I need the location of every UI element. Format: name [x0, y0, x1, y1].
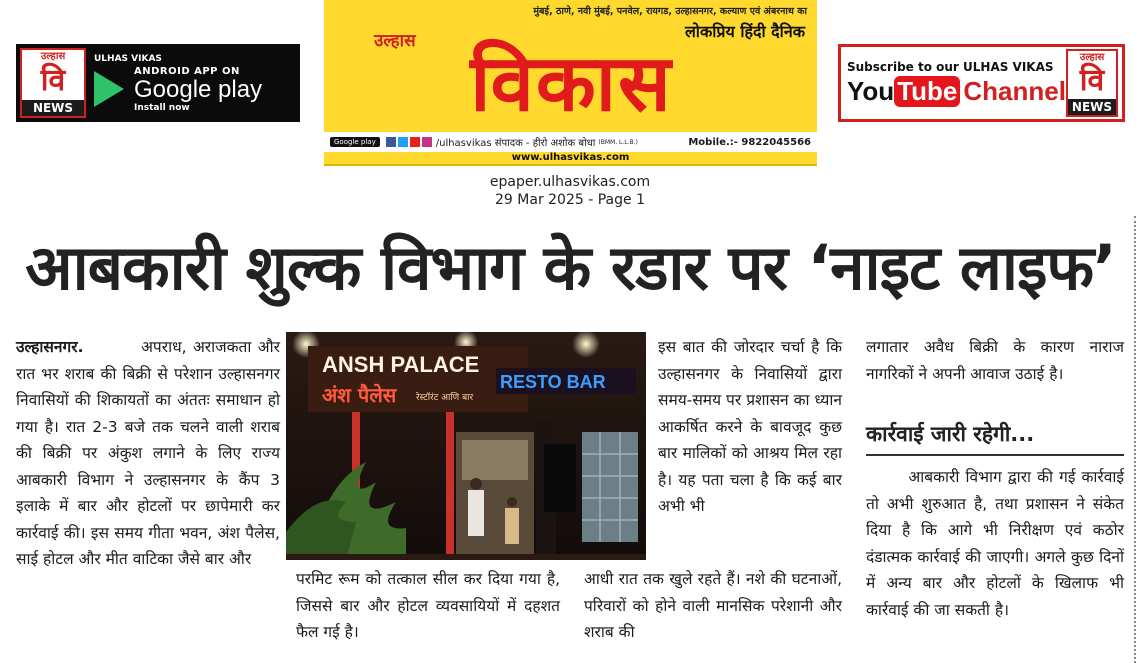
masthead-info-strip	[324, 132, 817, 152]
menu-board	[544, 444, 576, 512]
article-column-1-text: अपराध, अराजकता और रात भर शराब की बिक्री से परेशान उल्हासनगर निवासियों की शिकायतों का अंततः समाधान हो गया है। रात 2-3 बजे तक चलने वाली शराब की बिक्री पर अंकुश लगाने के लिए राज्य आबकारी विभाग ने उल्हासनगर के कैंप 3 इलाके में बार और होटलों पर छापेमारी कर कार्रवाई की। इस समय गीता भवन, अंश पैलेस, साई होटल और मीत वाटिका जैसे बार और	[16, 338, 281, 568]
article-subheading: कार्रवाई जारी रहेगी...	[866, 420, 1124, 456]
google-play-badge[interactable]	[94, 54, 262, 113]
ulhas-vikas-news-logo-right	[1066, 49, 1118, 117]
editor-degree: (BMM, L.L.B.)	[598, 138, 638, 146]
masthead-small-title: उल्हास	[374, 31, 416, 51]
masthead-website[interactable]: www.ulhasvikas.com	[511, 152, 630, 163]
mobile-number: Mobile.:- 9822045566	[688, 136, 811, 148]
android-available-label: ANDROID APP ON	[134, 65, 240, 77]
glass-block-wall	[582, 432, 638, 542]
masthead-tagline: लोकप्रिय हिंदी दैनिक	[684, 22, 805, 41]
article-column-5	[866, 464, 1124, 623]
twitter-icon[interactable]	[398, 137, 408, 147]
banner-brand: ULHAS VIKAS	[94, 53, 162, 64]
epaper-meta	[380, 173, 760, 209]
article-column-1	[16, 334, 280, 573]
article-dateline: उल्हासनगर.	[16, 338, 84, 356]
epaper-date-page: 29 Mar 2025 - Page 1	[495, 192, 645, 208]
logo-big-text: वि	[1079, 63, 1105, 98]
article-column-3: आधी रात तक खुले रहते हैं। नशे की घटनाओं, परिवारों को होने वाली मानसिक परेशानी और शराब की	[584, 570, 842, 641]
article-column-3-top: इस बात की जोरदार चर्चा है कि उल्हासनगर के निवासियों द्वारा समय-समय पर प्रशासन का ध्यान आकर्षित करने के बावजूद कुछ बार मालिकों को आश्रय मिल रहा है। यह पता चला है कि कई बार अभी भी	[658, 338, 842, 515]
sign-hindi: अंश पैलेस	[322, 383, 397, 407]
article-column-5-text: आबकारी विभाग द्वारा की गई कार्रवाई तो अभी शुरुआत है, तथा प्रशासन ने संकेत दिया है कि आगे भी निरीक्षण एवं कठोर दंडात्मक कार्रवाई की जाएगी। अगले कुछ दिनों में अन्य बार और होटलों के खिलाफ भी कार्रवाई की जा सकती है।	[866, 468, 1124, 619]
sign-english: ANSH PALACE	[322, 352, 480, 377]
logo-small-text: उल्हास	[40, 51, 66, 62]
logo-small-text: उल्हास	[1079, 52, 1105, 63]
epaper-site[interactable]: epaper.ulhasvikas.com	[489, 174, 651, 190]
masthead-cities: मुंबई, ठाणे, नवी मुंबई, पनवेल, रायगड, उल्हासनगर, कल्याण एवं अंबरनाथ का	[533, 6, 807, 17]
facebook-icon[interactable]	[386, 137, 396, 147]
youtube-icon[interactable]	[410, 137, 420, 147]
ansh-palace-photo	[286, 332, 646, 560]
instagram-icon[interactable]	[422, 137, 432, 147]
youtube-tube-text: Tube	[894, 76, 960, 107]
floor	[286, 554, 646, 560]
logo-news-text: NEWS	[22, 100, 84, 116]
logo-big-text: वि	[40, 63, 66, 98]
doorway-interior	[462, 440, 528, 480]
youtube-you-text: You	[847, 75, 895, 106]
google-play-icon	[94, 71, 124, 107]
google-play-mini-badge[interactable]: Google play	[330, 137, 380, 147]
subscribe-label: Subscribe to our ULHAS VIKAS	[847, 59, 1054, 74]
ulhas-vikas-news-logo	[20, 48, 86, 118]
editor-credit: /ulhasvikas संपादक - हीरो अशोक बोधा	[435, 138, 596, 149]
article-column-4: लगातार अवैध बिक्री के कारण नाराज नागरिकों ने अपनी आवाज उठाई है।	[866, 338, 1124, 383]
article-headline: आबकारी शुल्क विभाग के रडार पर ‘नाइट लाइफ’	[25, 231, 1116, 304]
google-play-label: Google play	[134, 75, 263, 103]
masthead-title: विकास	[470, 39, 673, 129]
resto-bar-sign: RESTO BAR	[500, 372, 606, 392]
newspaper-masthead	[324, 0, 817, 166]
logo-news-text: NEWS	[1068, 99, 1116, 115]
android-app-banner[interactable]	[16, 44, 300, 122]
youtube-channel-banner[interactable]	[838, 44, 1125, 122]
article-column-2: परमिट रूम को तत्काल सील कर दिया गया है, जिससे बार और होटल व्यवसायियों में दहशत फैल गई है।	[296, 570, 560, 641]
install-now-label: Install now	[134, 102, 190, 113]
youtube-channel-text: Channel	[963, 75, 1066, 106]
sign-subtitle: रेस्टॉरंट आणि बार	[416, 393, 474, 403]
red-pillar	[446, 412, 454, 560]
